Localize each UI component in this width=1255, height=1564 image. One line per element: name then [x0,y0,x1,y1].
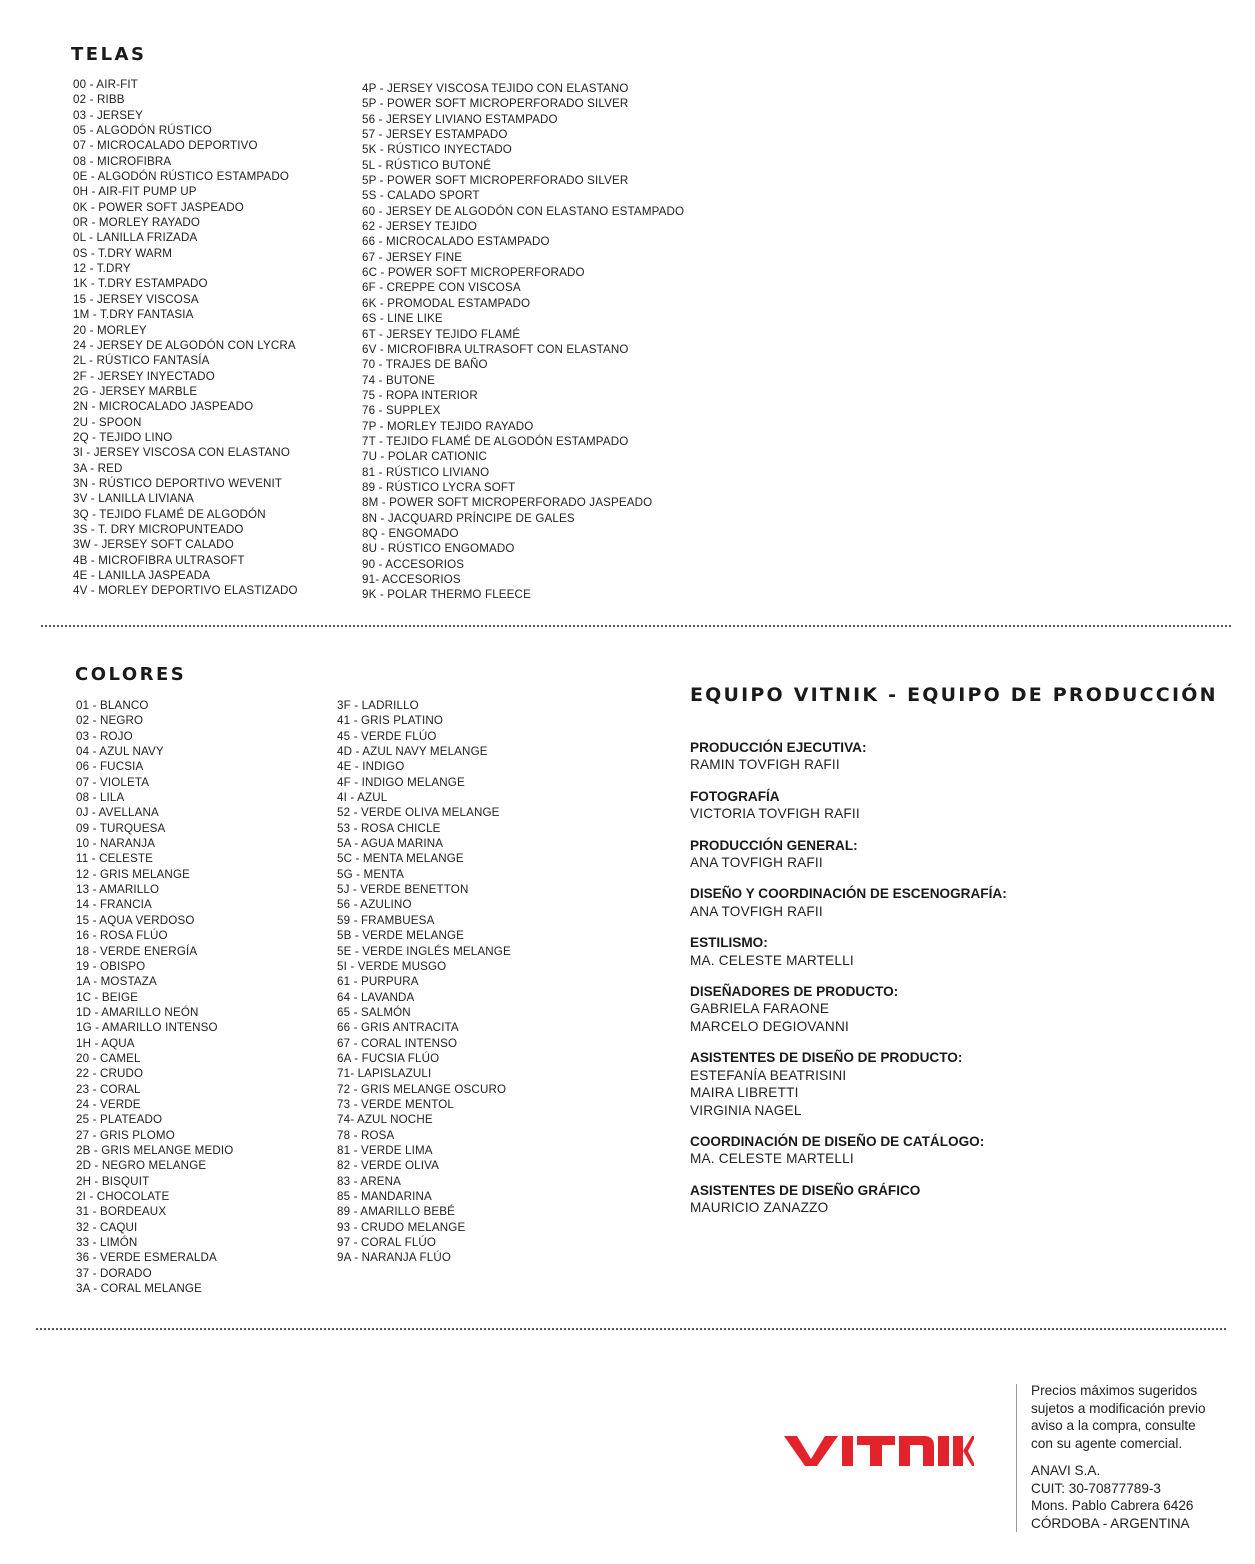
tela-item: 5S - CALADO SPORT [362,189,480,203]
tela-item: 02 - RIBB [73,93,125,107]
color-item: 22 - CRUDO [76,1067,144,1081]
color-item: 41 - GRIS PLATINO [337,714,444,728]
company-info-line: CÓRDOBA - ARGENTINA [1031,1515,1190,1531]
tela-item: 12 - T.DRY [73,262,131,276]
tela-item: 90 - ACCESORIOS [362,557,465,571]
team-title: EQUIPO VITNIK - EQUIPO DE PRODUCCIÓN [690,684,1218,706]
color-item: 4F - INDIGO MELANGE [337,775,465,789]
color-item: 65 - SALMÓN [337,1005,411,1019]
tela-item: 60 - JERSEY DE ALGODÓN CON ELASTANO ESTAMPADO [362,204,685,218]
tela-item: 66 - MICROCALADO ESTAMPADO [362,235,550,249]
tela-item: 7T - TEJIDO FLAMÉ DE ALGODÓN ESTAMPADO [362,434,629,448]
tela-item: 74 - BUTONE [362,373,435,387]
color-item: 32 - CAQUI [76,1220,138,1234]
tela-item: 2F - JERSEY INYECTADO [73,369,215,383]
color-item: 53 - ROSA CHICLE [337,821,441,835]
color-item: 5J - VERDE BENETTON [337,883,469,897]
section-divider [41,625,1231,627]
color-item: 4E - INDIGO [337,760,405,774]
color-item: 14 - FRANCIA [76,898,152,912]
color-item: 06 - FUCSIA [76,760,144,774]
tela-item: 56 - JERSEY LIVIANO ESTAMPADO [362,112,558,126]
tela-item: 3I - JERSEY VISCOSA CON ELASTANO [73,446,290,460]
tela-item: 91- ACCESORIOS [362,573,461,586]
color-item: 56 - AZULINO [337,898,412,912]
tela-item: 0H - AIR-FIT PUMP UP [73,185,197,199]
tela-item: 2G - JERSEY MARBLE [73,384,198,398]
color-item: 1G - AMARILLO INTENSO [76,1021,218,1035]
colores-list-col1 [76,698,233,1296]
credit-name: MA. CELESTE MARTELLI [690,952,854,968]
tela-item: 6S - LINE LIKE [362,312,443,326]
color-item: 5C - MENTA MELANGE [337,852,464,866]
tela-item: 0K - POWER SOFT JASPEADO [73,200,244,214]
tela-item: 0E - ALGODÓN RÚSTICO ESTAMPADO [73,170,290,184]
color-item: 1A - MOSTAZA [76,975,157,989]
color-item: 19 - OBISPO [76,959,146,973]
color-item: 02 - NEGRO [76,714,144,728]
color-item: 71- LAPISLAZULI [337,1067,432,1081]
color-item: 08 - LILA [76,791,125,805]
credit-role: ASISTENTES DE DISEÑO DE PRODUCTO: [690,1050,963,1066]
tela-item: 6T - JERSEY TEJIDO FLAMÉ [362,327,521,341]
vitnik-logo [784,1433,974,1474]
tela-item: 9K - POLAR THERMO FLEECE [362,588,531,602]
color-item: 5E - VERDE INGLÉS MELANGE [337,944,511,958]
tela-item: 7U - POLAR CATIONIC [362,450,488,464]
tela-item: 6V - MICROFIBRA ULTRASOFT CON ELASTANO [362,342,629,356]
color-item: 67 - CORAL INTENSO [337,1036,458,1050]
color-item: 81 - VERDE LIMA [337,1143,433,1157]
tela-item: 1K - T.DRY ESTAMPADO [73,277,208,291]
tela-item: 5K - RÚSTICO INYECTADO [362,143,512,157]
color-item: 85 - MANDARINA [337,1190,432,1203]
tela-item: 6K - PROMODAL ESTAMPADO [362,296,531,310]
color-item: 97 - CORAL FLÚO [337,1236,437,1250]
tela-item: 2L - RÚSTICO FANTASÍA [73,354,210,368]
credit-block [690,1133,1190,1168]
credit-name: VICTORIA TOVFIGH RAFII [690,806,860,822]
credit-name: ANA TOVFIGH RAFII [690,855,823,871]
color-item: 2B - GRIS MELANGE MEDIO [76,1143,234,1157]
tela-item: 24 - JERSEY DE ALGODÓN CON LYCRA [73,338,296,352]
tela-item: 6F - CREPPE CON VISCOSA [362,281,521,295]
color-item: 07 - VIOLETA [76,775,150,789]
tela-item: 4V - MORLEY DEPORTIVO ELASTIZADO [73,584,298,598]
tela-item: 3V - LANILLA LIVIANA [73,492,194,506]
price-note-line: con su agente comercial. [1031,1435,1183,1451]
color-item: 4I - AZUL [337,791,388,805]
color-item: 89 - AMARILLO BEBÉ [337,1205,456,1219]
price-note [1031,1382,1206,1452]
color-item: 4D - AZUL NAVY MELANGE [337,745,488,759]
company-info-line: Mons. Pablo Cabrera 6426 [1031,1498,1194,1513]
credit-role: PRODUCCIÓN GENERAL: [690,837,858,853]
color-item: 6A - FUCSIA FLÚO [337,1051,440,1065]
color-item: 20 - CAMEL [76,1051,141,1065]
color-item: 31 - BORDEAUX [76,1205,167,1219]
color-item: 36 - VERDE ESMERALDA [76,1251,217,1265]
tela-item: 4E - LANILLA JASPEADA [73,569,211,582]
color-item: 61 - PURPURA [337,975,419,989]
credit-block [690,1182,1190,1217]
color-item: 78 - ROSA [337,1128,395,1142]
credit-role: ASISTENTES DE DISEÑO GRÁFICO [690,1182,921,1198]
color-item: 3F - LADRILLO [337,699,419,712]
tela-item: 5P - POWER SOFT MICROPERFORADO SILVER [362,174,629,188]
tela-item: 5L - RÚSTICO BUTONÉ [362,158,492,172]
tela-item: 0S - T.DRY WARM [73,246,173,260]
color-item: 13 - AMARILLO [76,883,160,897]
tela-item: 3W - JERSEY SOFT CALADO [73,538,234,552]
color-item: 5A - AGUA MARINA [337,837,444,851]
tela-item: 76 - SUPPLEX [362,404,441,418]
color-item: 66 - GRIS ANTRACITA [337,1021,459,1035]
color-item: 2D - NEGRO MELANGE [76,1159,207,1173]
credit-name: MAURICIO ZANAZZO [690,1200,829,1216]
credit-role: FOTOGRAFÍA [690,788,780,804]
color-item: 93 - CRUDO MELANGE [337,1220,466,1234]
color-item: 27 - GRIS PLOMO [76,1128,175,1142]
tela-item: 4B - MICROFIBRA ULTRASOFT [73,553,245,567]
colores-title: COLORES [75,664,187,685]
tela-item: 4P - JERSEY VISCOSA TEJIDO CON ELASTANO [362,82,629,95]
credit-block [690,837,1190,872]
price-note-line: sujetos a modificación previo [1031,1400,1206,1416]
tela-item: 07 - MICROCALADO DEPORTIVO [73,139,258,153]
color-item: 2H - BISQUIT [76,1174,150,1188]
tela-item: 2Q - TEJIDO LINO [73,430,173,444]
color-item: 01 - BLANCO [76,699,149,712]
telas-list-col1 [73,77,298,599]
tela-item: 8Q - ENGOMADO [362,526,459,540]
tela-item: 70 - TRAJES DE BAÑO [362,358,488,372]
tela-item: 5P - POWER SOFT MICROPERFORADO SILVER [362,97,629,111]
tela-item: 7P - MORLEY TEJIDO RAYADO [362,419,534,433]
color-item: 33 - LIMÓN [76,1236,138,1250]
color-item: 45 - VERDE FLÚO [337,729,437,743]
tela-item: 75 - ROPA INTERIOR [362,388,478,402]
team-credits [690,739,1190,1231]
color-item: 9A - NARANJA FLÚO [337,1251,452,1265]
tela-item: 05 - ALGODÓN RÚSTICO [73,124,212,138]
telas-list-col2 [362,81,684,603]
color-item: 15 - AQUA VERDOSO [76,913,195,927]
color-item: 16 - ROSA FLÚO [76,929,168,943]
color-item: 23 - CORAL [76,1082,141,1096]
color-item: 03 - ROJO [76,729,133,743]
tela-item: 0R - MORLEY RAYADO [73,216,201,230]
color-item: 2I - CHOCOLATE [76,1190,170,1203]
credit-block [690,885,1190,920]
tela-item: 89 - RÚSTICO LYCRA SOFT [362,480,516,494]
credit-block [690,983,1190,1035]
credit-name: RAMIN TOVFIGH RAFII [690,757,840,773]
tela-item: 3S - T. DRY MICROPUNTEADO [73,522,244,536]
color-item: 1H - AQUA [76,1036,135,1050]
color-item: 04 - AZUL NAVY [76,745,164,759]
color-item: 5B - VERDE MELANGE [337,929,465,943]
footer-vertical-rule [1016,1384,1017,1532]
credit-name: ANA TOVFIGH RAFII [690,903,823,919]
color-item: 24 - VERDE [76,1097,141,1111]
colores-list-col2 [337,698,511,1266]
tela-item: 3Q - TEJIDO FLAMÉ DE ALGODÓN [73,507,266,521]
tela-item: 08 - MICROFIBRA [73,154,172,168]
tela-item: 67 - JERSEY FINE [362,250,463,264]
credit-role: COORDINACIÓN DE DISEÑO DE CATÁLOGO: [690,1133,985,1149]
credit-name: MAIRA LIBRETTI [690,1085,799,1101]
credit-name: MA. CELESTE MARTELLI [690,1151,854,1167]
color-item: 1D - AMARILLO NEÓN [76,1005,199,1019]
tela-item: 62 - JERSEY TEJIDO [362,220,478,234]
tela-item: 00 - AIR-FIT [73,78,138,91]
color-item: 25 - PLATEADO [76,1113,163,1127]
credit-role: ESTILISMO: [690,935,768,951]
tela-item: 6C - POWER SOFT MICROPERFORADO [362,266,585,280]
credit-block [690,934,1190,969]
tela-item: 0L - LANILLA FRIZADA [73,231,198,245]
color-item: 10 - NARANJA [76,837,156,851]
color-item: 82 - VERDE OLIVA [337,1159,440,1173]
color-item: 5I - VERDE MUSGO [337,959,447,973]
color-item: 09 - TURQUESA [76,821,166,835]
credit-role: DISEÑADORES DE PRODUCTO: [690,984,899,1000]
color-item: 72 - GRIS MELANGE OSCURO [337,1082,507,1096]
color-item: 73 - VERDE MENTOL [337,1097,455,1111]
credit-name: GABRIELA FARAONE [690,1001,830,1017]
color-item: 52 - VERDE OLIVA MELANGE [337,806,500,820]
color-item: 0J - AVELLANA [76,806,159,820]
credit-block [690,739,1190,774]
color-item: 1C - BEIGE [76,990,139,1004]
company-info [1031,1462,1193,1532]
color-item: 74- AZUL NOCHE [337,1113,433,1127]
tela-item: 2U - SPOON [73,415,142,429]
company-info-line: CUIT: 30-70877789-3 [1031,1480,1161,1496]
telas-title: TELAS [71,44,147,65]
tela-item: 81 - RÚSTICO LIVIANO [362,465,490,479]
tela-item: 2N - MICROCALADO JASPEADO [73,400,254,414]
tela-item: 8U - RÚSTICO ENGOMADO [362,542,515,556]
credit-name: ESTEFANÍA BEATRISINI [690,1067,847,1083]
credit-block [690,1049,1190,1119]
color-item: 12 - GRIS MELANGE [76,867,191,881]
tela-item: 1M - T.DRY FANTASIA [73,308,194,322]
color-item: 18 - VERDE ENERGÍA [76,944,198,958]
color-item: 59 - FRAMBUESA [337,913,435,927]
tela-item: 57 - JERSEY ESTAMPADO [362,128,508,142]
credit-block [690,788,1190,823]
credit-role: DISEÑO Y COORDINACIÓN DE ESCENOGRAFÍA: [690,886,1007,902]
color-item: 64 - LAVANDA [337,990,415,1004]
color-item: 5G - MENTA [337,867,404,881]
color-item: 11 - CELESTE [76,852,153,866]
tela-item: 8N - JACQUARD PRÍNCIPE DE GALES [362,511,575,525]
price-note-line: Precios máximos sugeridos [1031,1383,1198,1398]
credit-role: PRODUCCIÓN EJECUTIVA: [690,740,867,755]
tela-item: 20 - MORLEY [73,323,147,337]
color-item: 83 - ARENA [337,1174,402,1188]
credit-name: MARCELO DEGIOVANNI [690,1018,849,1034]
company-info-line: ANAVI S.A. [1031,1463,1101,1478]
tela-item: 03 - JERSEY [73,108,143,122]
tela-item: 8M - POWER SOFT MICROPERFORADO JASPEADO [362,496,653,510]
color-item: 37 - DORADO [76,1266,152,1280]
tela-item: 15 - JERSEY VISCOSA [73,292,199,306]
credit-name: VIRGINIA NAGEL [690,1102,802,1118]
tela-item: 3N - RÚSTICO DEPORTIVO WEVENIT [73,476,283,490]
price-note-line: aviso a la compra, consulte [1031,1418,1196,1433]
footer-divider [36,1328,1226,1330]
color-item: 3A - CORAL MELANGE [76,1282,202,1296]
tela-item: 3A - RED [73,461,123,475]
